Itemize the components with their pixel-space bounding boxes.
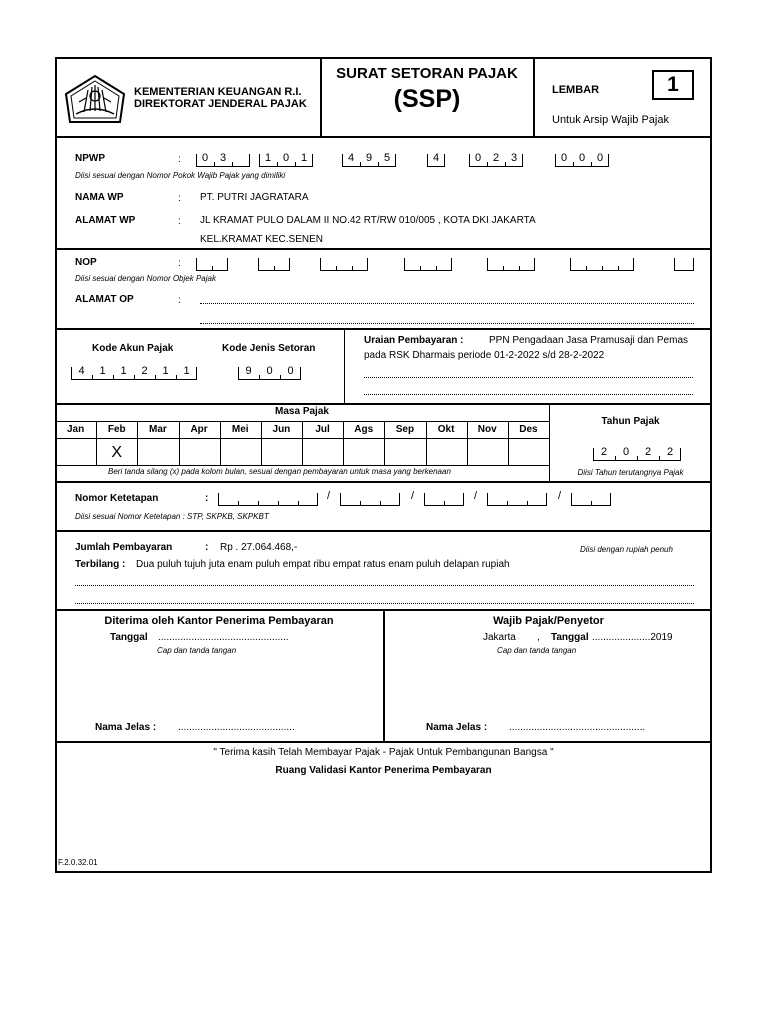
- npwp-group-digit: 1: [264, 152, 272, 164]
- npwp-group-tick: [591, 162, 592, 167]
- payer-name-label: Nama Jelas :: [426, 722, 488, 733]
- assessment-segment[interactable]: [340, 493, 400, 506]
- sheet-number: 1: [652, 70, 694, 100]
- nop-segment[interactable]: [404, 258, 452, 271]
- assessment-bottom-border: [55, 530, 712, 532]
- receiver-name-label: Nama Jelas :: [95, 722, 157, 733]
- assessment-segment-tick: [380, 501, 381, 506]
- tax-year-tick: [615, 456, 616, 461]
- deposit-type-code-digit: 9: [245, 365, 252, 377]
- amount-in-words-value[interactable]: Dua puluh tujuh juta enam puluh empat ribu empat ratus enam puluh delapan rupiah: [136, 559, 510, 570]
- amount-words-line2[interactable]: [75, 603, 694, 604]
- taxpayer-address-line2[interactable]: KEL.KRAMAT KEC.SENEN: [200, 234, 323, 245]
- npwp-note: Diisi sesuai dengan Nomor Pokok Wajib Pajak yang dimiliki: [75, 171, 286, 180]
- payment-amount-value[interactable]: Rp . 27.064.468,-: [220, 542, 298, 553]
- amount-words-line1[interactable]: [75, 585, 694, 586]
- month-label-apr: Apr: [190, 424, 208, 435]
- npwp-group-tick: [487, 162, 488, 167]
- assessment-slash: /: [558, 490, 562, 502]
- payment-amount-label: Jumlah Pembayaran: [75, 542, 173, 553]
- assessment-segment-tick: [360, 501, 361, 506]
- npwp-group-digit: 3: [219, 152, 227, 164]
- month-label-des: Des: [519, 424, 538, 435]
- nop-segment-tick: [420, 266, 421, 271]
- payment-description-label: Uraian Pembayaran :: [364, 335, 464, 346]
- tax-year-tick: [659, 456, 660, 461]
- form-abbreviation: (SSP): [393, 85, 461, 113]
- assessment-number-label: Nomor Ketetapan: [75, 493, 159, 504]
- tax-account-code-tick: [155, 375, 156, 380]
- npwp-group-tick: [277, 162, 278, 167]
- npwp-group-tick: [505, 162, 506, 167]
- nop-segment-tick: [212, 266, 213, 271]
- assessment-slash: /: [474, 490, 478, 502]
- assessment-segment-tick: [258, 501, 259, 506]
- amount-in-words-label: Terbilang :: [75, 559, 126, 570]
- assessment-slash: /: [411, 490, 415, 502]
- nop-colon: :: [178, 258, 181, 269]
- month-label-mar: Mar: [149, 424, 167, 435]
- receiver-name-value[interactable]: ..........................................: [178, 722, 295, 733]
- payment-description-line4[interactable]: [364, 394, 693, 395]
- month-checkbox-feb[interactable]: X: [111, 444, 123, 461]
- form-code: F.2.0.32.01: [58, 858, 98, 867]
- tax-year-digit: 0: [622, 446, 630, 458]
- taxpayer-name-label: NAMA WP: [75, 192, 124, 203]
- month-label-jan: Jan: [66, 424, 85, 435]
- month-label-jun: Jun: [272, 424, 291, 435]
- signatures-bottom-border: [55, 741, 712, 743]
- nop-segment-tick: [519, 266, 520, 271]
- npwp-group-tick: [232, 162, 233, 167]
- assessment-segment-tick: [444, 501, 445, 506]
- tax-account-code-digit: 1: [183, 365, 190, 377]
- month-label-feb: Feb: [107, 424, 126, 435]
- payment-amount-hint: Diisi dengan rupiah penuh: [580, 545, 673, 554]
- object-address-colon: :: [178, 295, 181, 306]
- form-title: SURAT SETORAN PAJAK: [336, 65, 518, 82]
- tax-account-code-digit: 4: [78, 365, 85, 377]
- deposit-type-code-tick: [259, 375, 260, 380]
- tax-year-tick: [637, 456, 638, 461]
- nop-segment[interactable]: [487, 258, 535, 271]
- payment-description-line2[interactable]: pada RSK Dharmais periode 01-2-2022 s/d 28-2-2022: [364, 350, 605, 361]
- npwp-group-digit: 0: [282, 152, 290, 164]
- tax-account-code-tick: [92, 375, 93, 380]
- nop-segment-tick: [336, 266, 337, 271]
- payer-stamp-note: Cap dan tanda tangan: [497, 646, 577, 655]
- nop-segment-tick: [602, 266, 603, 271]
- kemenkeu-logo-icon: [62, 74, 128, 126]
- tax-account-code-digit: 1: [99, 365, 106, 377]
- assessment-segment-tick: [298, 501, 299, 506]
- tax-account-code-digit: 2: [141, 365, 148, 377]
- signature-divider: [383, 609, 385, 742]
- payment-description-line1[interactable]: PPN Pengadaan Jasa Pramusaji dan Pemas: [489, 335, 689, 346]
- taxpayer-address-label: ALAMAT WP: [75, 215, 136, 226]
- codes-bottom-border: [55, 403, 712, 405]
- receiver-stamp-note: Cap dan tanda tangan: [157, 646, 237, 655]
- npwp-group-digit: 2: [492, 152, 500, 164]
- taxpayer-bottom-border: [55, 248, 712, 250]
- header-divider-2: [533, 57, 535, 137]
- tax-year-digit: 2: [644, 446, 652, 458]
- month-label-mei: Mei: [231, 424, 249, 435]
- object-bottom-border: [55, 328, 712, 330]
- assessment-segment-tick: [507, 501, 508, 506]
- assessment-segment-tick: [527, 501, 528, 506]
- taxpayer-address-colon: :: [178, 216, 181, 227]
- tax-year-note: Diisi Tahun terutangnya Pajak: [577, 468, 684, 477]
- header-bottom-border: [55, 136, 712, 138]
- tax-period-title: Masa Pajak: [275, 406, 329, 417]
- npwp-group-tick: [360, 162, 361, 167]
- payer-title: Wajib Pajak/Penyetor: [493, 615, 604, 627]
- ministry-name: KEMENTERIAN KEUANGAN R.I.: [134, 86, 302, 98]
- tax-year-title: Tahun Pajak: [601, 416, 660, 427]
- footer-slogan: " Terima kasih Telah Membayar Pajak - Pajak Untuk Pembangunan Bangsa ": [213, 747, 554, 758]
- nop-note: Diisi sesuai dengan Nomor Objek Pajak: [75, 274, 216, 283]
- tax-account-code-tick: [176, 375, 177, 380]
- sheet-purpose: Untuk Arsip Wajib Pajak: [552, 114, 669, 126]
- npwp-colon: :: [178, 154, 181, 165]
- payer-city[interactable]: Jakarta: [483, 632, 516, 643]
- receiver-date-label: Tanggal: [110, 632, 148, 643]
- nop-segment-tick: [503, 266, 504, 271]
- assessment-segment-tick: [591, 501, 592, 506]
- tax-account-code-label: Kode Akun Pajak: [92, 343, 174, 354]
- deposit-type-code-tick: [280, 375, 281, 380]
- npwp-group-digit: 0: [560, 152, 568, 164]
- object-address-line2[interactable]: [200, 323, 694, 324]
- npwp-group-digit: 3: [510, 152, 518, 164]
- npwp-group-tick: [573, 162, 574, 167]
- assessment-slash: /: [327, 490, 331, 502]
- deposit-type-code-label: Kode Jenis Setoran: [222, 343, 316, 354]
- npwp-group-tick: [378, 162, 379, 167]
- nop-segment[interactable]: [320, 258, 368, 271]
- nop-segment[interactable]: [674, 258, 694, 271]
- nop-segment-tick: [618, 266, 619, 271]
- payment-description-line3[interactable]: [364, 377, 693, 378]
- validation-area-title: Ruang Validasi Kantor Penerima Pembayaran: [275, 765, 492, 776]
- tax-account-code-digit: 1: [162, 365, 169, 377]
- sheet-label: LEMBAR: [552, 84, 600, 96]
- npwp-group-digit: 0: [474, 152, 482, 164]
- object-address-label: ALAMAT OP: [75, 294, 134, 305]
- receiver-title: Diterima oleh Kantor Penerima Pembayaran: [104, 615, 334, 627]
- npwp-group-digit: 4: [347, 152, 355, 164]
- nop-segment-tick: [352, 266, 353, 271]
- assessment-segment-tick: [238, 501, 239, 506]
- npwp-group-tick: [295, 162, 296, 167]
- nop-segment-tick: [586, 266, 587, 271]
- payer-date-value[interactable]: .....................2019: [592, 632, 673, 643]
- tax-year-digit: 2: [666, 446, 674, 458]
- nop-segment-tick: [436, 266, 437, 271]
- assessment-segment[interactable]: [218, 493, 318, 506]
- assessment-note: Diisi sesuai Nomor Ketetapan : STP, SKPKB, SKPKBT: [75, 512, 269, 521]
- period-row-bottom: [55, 465, 549, 466]
- deposit-type-code-digit: 0: [287, 365, 294, 377]
- payer-name-value[interactable]: .................................................: [509, 722, 646, 733]
- payer-date-label: Tanggal: [551, 632, 589, 643]
- tax-account-code-digit: 1: [120, 365, 127, 377]
- month-label-okt: Okt: [437, 424, 455, 435]
- npwp-group-digit: 5: [383, 152, 391, 164]
- tax-account-code-tick: [134, 375, 135, 380]
- receiver-date-value[interactable]: ...............................................: [158, 632, 289, 643]
- tax-account-code-tick: [113, 375, 114, 380]
- npwp-group-digit: 0: [578, 152, 586, 164]
- nop-label: NOP: [75, 257, 97, 268]
- npwp-group-digit: 1: [300, 152, 308, 164]
- npwp-group-tick: [214, 162, 215, 167]
- directorate-name: DIREKTORAT JENDERAL PAJAK: [134, 98, 307, 110]
- payer-city-comma: ,: [537, 632, 540, 643]
- month-label-sep: Sep: [395, 424, 415, 435]
- taxpayer-name-value[interactable]: PT. PUTRI JAGRATARA: [200, 192, 309, 203]
- npwp-label: NPWP: [75, 153, 105, 164]
- npwp-group-digit: 0: [201, 152, 209, 164]
- month-label-ags: Ags: [354, 424, 374, 435]
- assessment-segment[interactable]: [487, 493, 547, 506]
- deposit-type-code-digit: 0: [266, 365, 273, 377]
- npwp-group-digit: 0: [596, 152, 604, 164]
- npwp-group-digit: 9: [365, 152, 373, 164]
- period-bottom-border: [55, 481, 712, 483]
- taxpayer-name-colon: :: [178, 193, 181, 204]
- object-address-line1[interactable]: [200, 303, 694, 304]
- month-label-nov: Nov: [477, 424, 497, 435]
- payment-amount-colon: :: [205, 542, 209, 553]
- assessment-colon: :: [205, 493, 209, 504]
- codes-divider: [344, 328, 345, 404]
- month-label-jul: Jul: [315, 424, 330, 435]
- assessment-segment-tick: [278, 501, 279, 506]
- npwp-group-digit: 4: [432, 152, 440, 164]
- nop-segment-tick: [274, 266, 275, 271]
- tax-year-digit: 2: [600, 446, 608, 458]
- period-note: Beri tanda silang (x) pada kolom bulan, sesuai dengan pembayaran untuk masa yang berkenaan: [108, 467, 451, 476]
- taxpayer-address-line1[interactable]: JL KRAMAT PULO DALAM II NO.42 RT/RW 010/005 , KOTA DKI JAKARTA: [200, 215, 536, 226]
